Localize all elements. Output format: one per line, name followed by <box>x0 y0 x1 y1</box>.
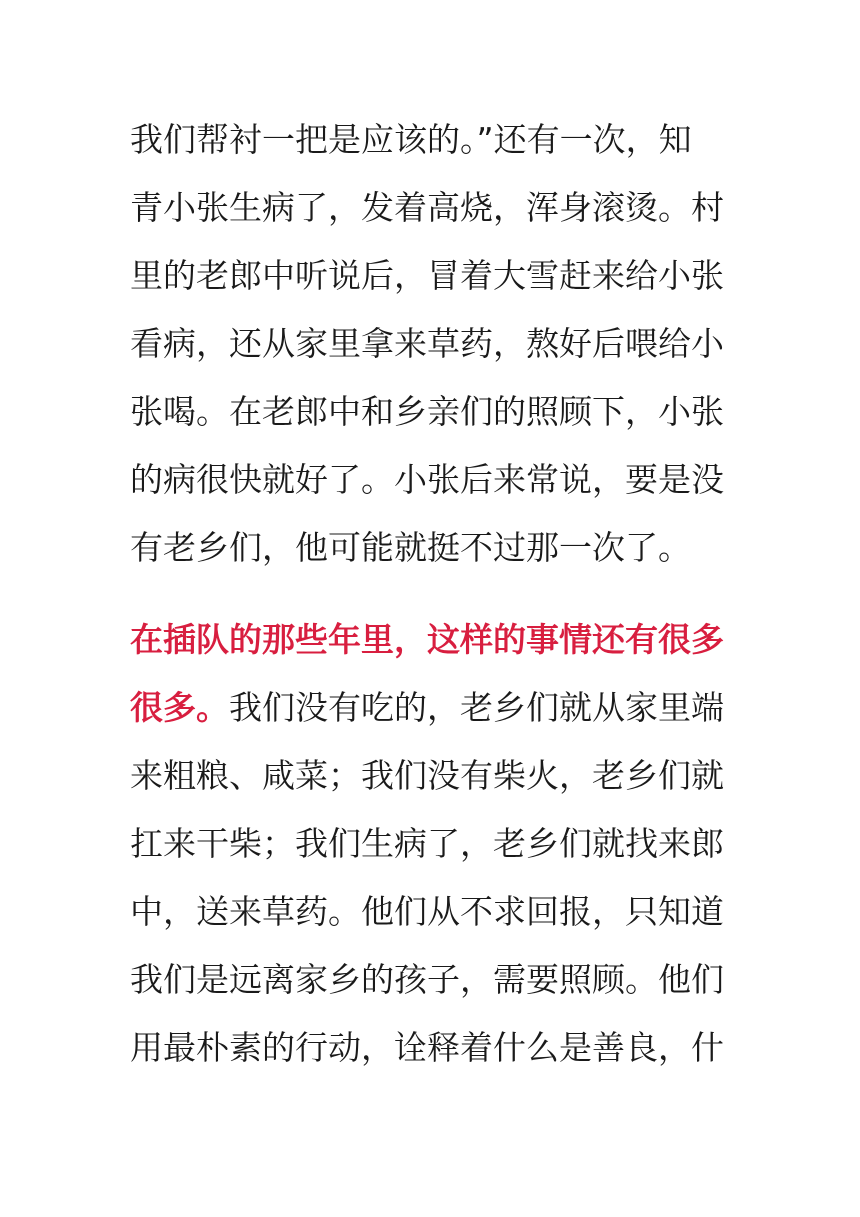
text-line: 用最朴素的行动，诠释着什么是善良，什 <box>130 1028 724 1067</box>
text-line: 的病很快就好了。小张后来常说，要是没 <box>130 460 724 499</box>
paragraph-2 <box>130 606 730 1082</box>
body-text: 我们没有吃的，老乡们就从家里端 <box>229 688 724 727</box>
text-line: 张喝。在老郎中和乡亲们的照顾下，小张 <box>130 392 724 431</box>
text-line: 里的老郎中听说后，冒着大雪赶来给小张 <box>130 256 724 295</box>
paragraph-1 <box>130 106 730 582</box>
text-line: 中，送来草药。他们从不求回报，只知道 <box>130 892 724 931</box>
text-line: 扛来干柴；我们生病了，老乡们就找来郎 <box>130 824 724 863</box>
text-line: 有老乡们，他可能就挺不过那一次了。 <box>130 528 691 567</box>
text-line <box>130 674 730 742</box>
text-line: 看病，还从家里拿来草药，熬好后喂给小 <box>130 324 724 363</box>
text-line: 来粗粮、咸菜；我们没有柴火，老乡们就 <box>130 756 724 795</box>
text-line <box>130 606 730 674</box>
text-line: 青小张生病了，发着高烧，浑身滚烫。村 <box>130 188 724 227</box>
text-line: 我们是远离家乡的孩子，需要照顾。他们 <box>130 960 724 999</box>
highlighted-text: 在插队的那些年里，这样的事情还有很多 <box>130 620 724 659</box>
highlighted-text: 很多。 <box>130 688 229 727</box>
text-line: 我们帮衬一把是应该的。”还有一次，知 <box>130 120 692 159</box>
